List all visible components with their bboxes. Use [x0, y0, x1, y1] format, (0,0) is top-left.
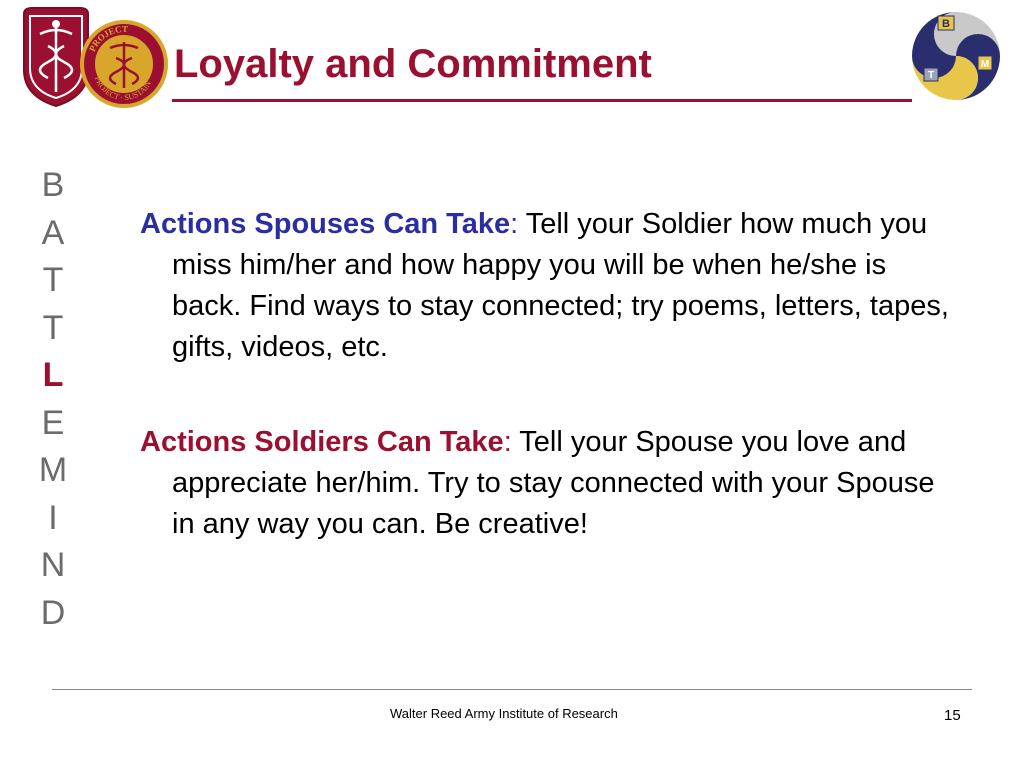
soldiers-paragraph	[140, 422, 960, 545]
acrostic-letter: T	[42, 261, 64, 299]
slide-title: Loyalty and Commitment	[174, 42, 652, 86]
acrostic-letter: A	[41, 213, 65, 252]
acrostic-letter: D	[40, 593, 66, 632]
spouses-paragraph	[140, 204, 960, 368]
acrostic-letter: M	[38, 451, 68, 489]
battlemind-acrostic	[30, 162, 76, 637]
slide-body	[140, 204, 960, 545]
page-number: 15	[944, 707, 961, 724]
acrostic-letter: N	[40, 546, 66, 584]
acrostic-letter-highlighted: L	[42, 356, 64, 394]
seal-lettering: PROJECT	[86, 23, 129, 54]
title-underline	[172, 99, 912, 102]
btm-letter-t: T	[927, 70, 935, 81]
soldiers-colon: :	[503, 426, 512, 458]
spouses-colon: :	[510, 208, 519, 240]
soldiers-heading: Actions Soldiers Can Take	[140, 426, 504, 458]
acrostic-letter: E	[41, 403, 65, 442]
acrostic-letter: T	[42, 308, 64, 347]
spouses-heading: Actions Spouses Can Take	[140, 208, 511, 240]
footer-institution: Walter Reed Army Institute of Research	[390, 706, 618, 721]
soldiers-text: Tell your Spouse you love and appreciate her/him. Try to stay connected with your Spouse in any way you can. Be creative!	[172, 426, 935, 540]
footer-divider	[52, 689, 972, 690]
acrostic-letter: I	[48, 498, 58, 537]
btm-letter-m: M	[980, 59, 990, 70]
spouses-text: Tell your Soldier how much you miss him/her and how happy you will be when he/she is back. Find ways to stay connected; try poems, letters, tapes, gifts, videos, etc.	[172, 208, 949, 363]
acrostic-letter: B	[41, 166, 65, 204]
btm-letter-b: B	[942, 18, 950, 30]
seal-lettering-bottom: PROJECT · SUSTAIN	[92, 75, 154, 103]
medical-caduceus-and-project-sustain-seals	[18, 6, 168, 110]
btm-logo	[908, 8, 1004, 104]
